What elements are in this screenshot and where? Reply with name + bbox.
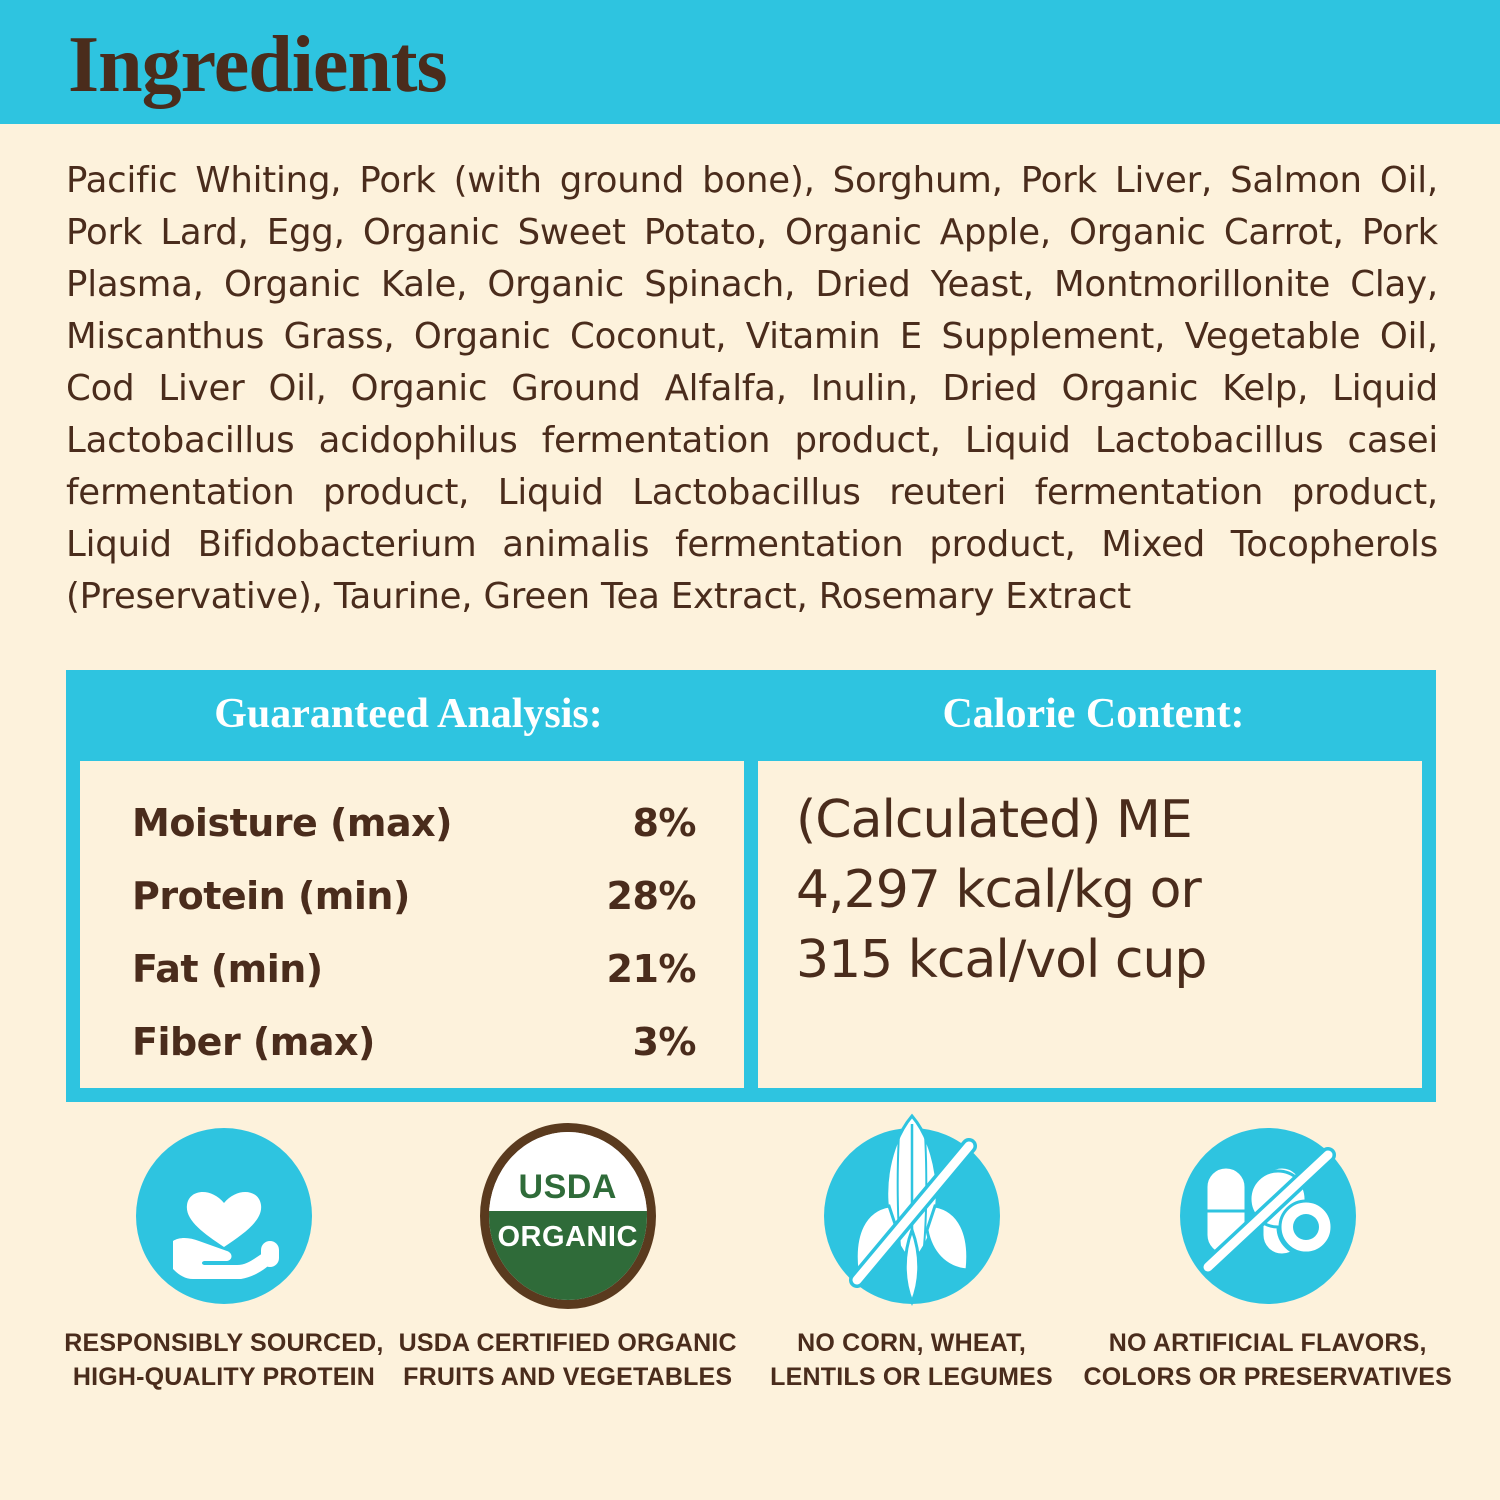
calorie-line-1: (Calculated) ME xyxy=(796,790,1192,850)
calorie-content-body xyxy=(758,761,1422,1088)
table-row xyxy=(132,933,696,1006)
nutrient-value: 21% xyxy=(606,947,696,991)
badge-circle xyxy=(824,1128,1000,1304)
calorie-content-panel xyxy=(751,670,1436,1102)
badge-caption-line-1: RESPONSIBLY SOURCED, xyxy=(64,1329,384,1357)
page-title: Ingredients xyxy=(68,21,447,109)
calorie-content-heading: Calorie Content: xyxy=(942,691,1245,737)
badge-caption xyxy=(1083,1326,1452,1394)
nutrient-value: 28% xyxy=(606,874,696,918)
guaranteed-analysis-panel xyxy=(66,670,751,1102)
badge-caption-line-2: HIGH-QUALITY PROTEIN xyxy=(72,1363,375,1391)
header-bar xyxy=(0,0,1500,124)
hand-holding-heart-icon xyxy=(149,1141,299,1291)
calorie-line-3: 315 kcal/vol cup xyxy=(796,930,1207,990)
badge-caption-line-1: NO CORN, WHEAT, xyxy=(797,1329,1026,1357)
feature-badges xyxy=(52,1128,1452,1394)
nutrient-label: Protein (min) xyxy=(132,874,410,918)
table-row xyxy=(132,1006,696,1079)
nutrient-label: Fat (min) xyxy=(132,947,323,991)
table-row xyxy=(132,860,696,933)
badge-usda-organic xyxy=(396,1128,740,1394)
no-corn-icon xyxy=(817,1110,1007,1315)
badge-no-corn xyxy=(740,1128,1084,1394)
badge-caption xyxy=(399,1326,737,1394)
nutrient-label: Moisture (max) xyxy=(132,801,453,845)
badge-no-artificial-additives xyxy=(1083,1128,1452,1394)
badge-caption-line-2: COLORS OR PRESERVATIVES xyxy=(1083,1363,1452,1391)
badge-circle xyxy=(480,1128,656,1304)
badge-caption xyxy=(64,1326,383,1394)
nutrient-label: Fiber (max) xyxy=(132,1020,375,1064)
nutrition-panels xyxy=(66,670,1436,1102)
usda-organic-seal-icon xyxy=(480,1123,656,1309)
no-additives-capsules-icon xyxy=(1188,1141,1348,1291)
guaranteed-analysis-body xyxy=(80,761,744,1088)
badge-caption-line-2: FRUITS AND VEGETABLES xyxy=(403,1363,733,1391)
badge-caption-line-1: USDA CERTIFIED ORGANIC xyxy=(398,1329,737,1357)
badge-caption-line-2: LENTILS OR LEGUMES xyxy=(770,1363,1053,1391)
ingredients-list-text: Pacific Whiting, Pork (with ground bone), Sorghum, Pork Liver, Salmon Oil, Pork Lard, Egg, Organic Sweet Potato, Organic Apple, Organic Carrot, Pork Plasma, Organic Kale, Organic Spinach, Dried Yeast, Montmorillonite Clay, Miscanthus Grass, Organic Coconut, Vitamin E Supplement, Vegetable Oil, Cod Liver Oil, Organic Ground Alfalfa, Inulin, Dried Organic Kelp, Liquid Lactobacillus acidophilus fermentation product, Liquid Lactobacillus casei fermentation product, Liquid Lactobacillus reuteri fermentation product, Liquid Bifidobacterium animalis fermentation product, Mixed Tocopherols (Preservative), Taurine, Green Tea Extract, Rosemary Extract xyxy=(66,160,1438,617)
guaranteed-analysis-heading: Guaranteed Analysis: xyxy=(214,691,603,737)
nutrient-value: 8% xyxy=(632,801,696,845)
table-row xyxy=(132,787,696,860)
usda-seal-top-text: USDA xyxy=(518,1167,617,1206)
badge-circle xyxy=(1180,1128,1356,1304)
badge-circle xyxy=(136,1128,312,1304)
nutrient-value: 3% xyxy=(632,1020,696,1064)
badge-caption xyxy=(770,1326,1053,1394)
badge-caption-line-1: NO ARTIFICIAL FLAVORS, xyxy=(1108,1329,1427,1357)
badge-responsibly-sourced xyxy=(52,1128,396,1394)
calorie-line-2: 4,297 kcal/kg or xyxy=(796,860,1201,920)
usda-seal-bottom-text: ORGANIC xyxy=(497,1220,638,1253)
